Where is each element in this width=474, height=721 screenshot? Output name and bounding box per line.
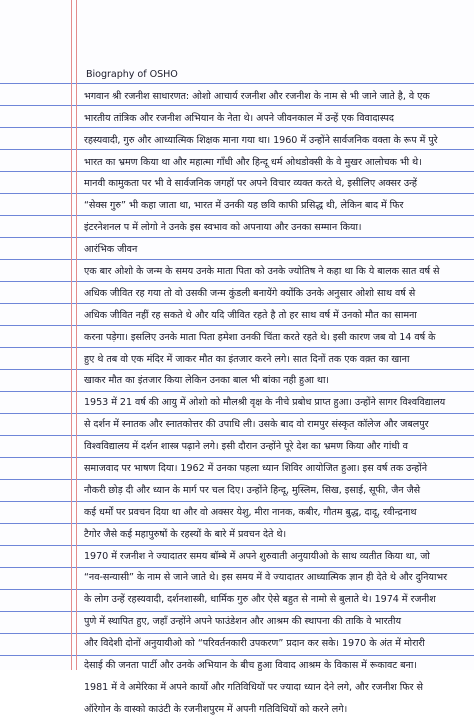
- text-line: पुणे में स्थापित हुए, जहाँ उन्होंने अपने फाउंडेशन और आश्रम की स्थापना की ताकि वे भारतीय: [84, 616, 401, 628]
- text-line: भारतीय तांत्रिक और रजनीश अभियान के नेता थे। अपने जीवनकाल में उन्हें एक विवादास्पद: [84, 112, 394, 124]
- text-line: हुए थे तब वो एक मंदिर में जाकर मौत का इंतजार करने लगे। सात दिनों तक एक वक़्त का खाना: [84, 353, 410, 365]
- section-heading: आरंभिक जीवन: [84, 244, 138, 256]
- text-line: विश्वविद्यालय में दर्शन शास्त्र पढ़ाने लगे। इसी दौरान उन्होंने पूरे देश का भ्रमण किया और गांधी व: [84, 441, 408, 453]
- text-line: मानवी कामुकता पर भी वे सार्वजनिक जगहों पर अपने विचार व्यक्त करते थे, इसीलिए अक्सर उन्हें: [84, 178, 417, 190]
- text-line: भारत का भ्रमण किया था और महात्मा गाँधी और हिन्दू धर्म ओथडोक्सी के वे मुखर आलोचक भी थे।: [84, 156, 422, 168]
- text-line: एक बार ओशो के जन्म के समय उनके माता पिता को उनके ज्योतिष ने कहा था कि ये बालक सात वर्ष से: [84, 266, 440, 278]
- text-line: भगवान श्री रजनीश साधारणत: ओशो आचार्य रजनीश और रजनीश के नाम से भी जाने जाते है, वे एक: [84, 90, 430, 102]
- text-line: 1981 में वे अमेरिका में अपने कार्यो और गतिविधियों पर ज्यादा ध्यान देने लगे, और रजनीश फिर से: [84, 681, 423, 693]
- text-line: से दर्शन में स्नातक और स्नातकोत्तर की उपाधि ली। उसके बाद वो रामपुर संस्कृत कॉलेज और जबलपुर: [84, 419, 429, 431]
- text-line: के लोग उन्हें रहस्यवादी, दर्शनशास्त्री, धार्मिक गुरु और ऐसे बहुत से नामो से बुलाते थे। 1974 में रजनीश: [84, 594, 436, 606]
- left-margin-line-inner: [76, 0, 77, 670]
- text-line: अधिक जीवित रह गया तो वो उसकी जन्म कुंडली बनायेंगे क्योंकि उनके अनुसार ओशो साथ वर्ष से: [84, 287, 416, 299]
- text-line: टैगोर जैसे कई महापुरुषों के रहस्यों के बारे में प्रवचन देते थे।: [84, 528, 287, 540]
- biography-text: [84, 64, 466, 721]
- text-line: नौकरी छोड़ दी और ध्यान के मार्ग पर चल दिए। उन्होंने हिन्दू, मुस्लिम, सिख, इसाई, सूफी, जैन जैसे: [84, 484, 421, 496]
- text-line: “सेक्स गुरु” भी कहा जाता था, भारत में उनकी यह छवि काफी प्रसिद्ध थी, लेकिन बाद में फिर: [84, 200, 404, 212]
- text-line: और विदेशी दोनों अनुयायीओ को “परिवर्तनकारी उपकरण” प्रदान कर सके। 1970 के अंत में मोरारी: [84, 638, 425, 650]
- document-title: Biography of OSHO: [86, 69, 178, 80]
- text-line: करना पड़ेगा। इसलिए उनके माता पिता हमेशा उनकी चिंता करते रहते थे। इसी कारण जब वो 14 वर्ष के: [84, 331, 436, 343]
- text-line: 1953 में 21 वर्ष की आयु में ओशो को मौलश्री वृक्ष के नीचे प्रबोध प्राप्त हुआ। उन्होंने सागर विश्वविद्यालय: [84, 397, 446, 409]
- text-line: इंटरनेशनल प में लोगो ने उनके इस स्वभाव को अपनाया और उनका सम्मान किया।: [84, 222, 362, 234]
- left-margin-line: [71, 0, 72, 670]
- text-line: “नव-सन्यासी” के नाम से जाने जाते थे। इस समय में वे ज्यादातर आध्यात्मिक ज्ञान ही देते थे और दुनियाभर: [84, 572, 448, 584]
- text-line: 1970 में रजनीश ने ज्यादातर समय बॉम्बे में अपने शुरुवाती अनुयायीओ के साथ व्यतीत किया था, जो: [84, 550, 430, 562]
- text-line: कई धर्मों पर प्रवचन दिया था और वो अक्सर येशु, मीरा नानक, कबीर, गौतम बुद्ध, दादू, रवीन्द्रनाथ: [84, 506, 417, 518]
- text-line: देसाई की जनता पार्टी और उनके अभियान के बीच हुआ विवाद आश्रम के विकास में रूकावट बना।: [84, 660, 417, 672]
- text-line: समाजवाद पर भाषण दिया। 1962 में उनका पहला ध्यान शिविर आयोजित हुआ। इस वर्ष तक उन्होंने: [84, 463, 427, 475]
- text-line: खाकर मौत का इंतजार किया लेकिन उनका बाल भी बांका नही हुआ था।: [84, 375, 330, 387]
- text-line: रहस्यवादी, गुरु और आध्यात्मिक शिक्षक माना गया था। 1960 में उन्होंने सार्वजनिक वक्ता के रूप में पुरे: [84, 134, 438, 146]
- text-line: अधिक जीवित नहीं रह सकते थे और यदि जीवित रहते है तो हर साथ वर्ष में उनको मौत का सामना: [84, 309, 417, 321]
- text-line: ऑरेगोन के वास्को काउंटी के रजनीशपुरम में अपनी गतिविधियों को करने लगे।: [84, 703, 348, 715]
